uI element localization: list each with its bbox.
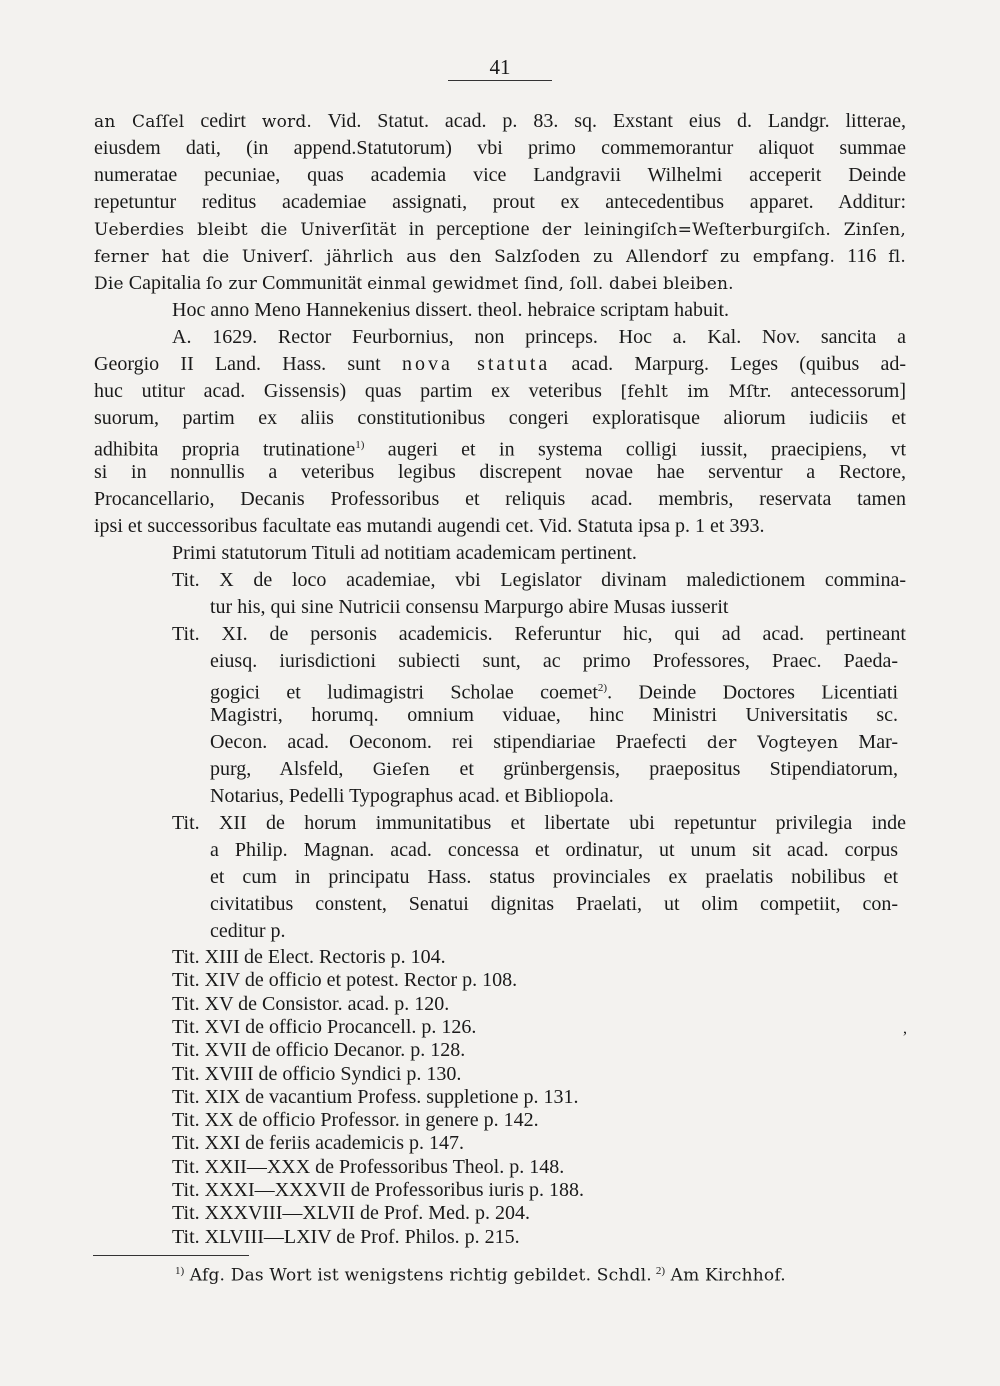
text-line: Primi statutorum Tituli ad notitiam academicam pertinent.: [172, 542, 637, 564]
text-line: ceditur p.: [210, 920, 286, 942]
text-line: Notarius, Pedelli Typographus acad. et Bibliopola.: [210, 785, 614, 807]
page-number: 41: [489, 55, 511, 79]
text-line: eiusdem dati, (in append.Statutorum) vbi primo commemorantur aliquot summae: [94, 137, 906, 159]
text-line: huc utitur acad. Gissensis) quas partim ex veteribus [fehlt im Mſtr. antecessorum]: [94, 380, 906, 402]
text-line: tur his, qui sine Nutricii consensu Marpurgo abire Musas iusserit: [210, 596, 729, 618]
stray-mark: ,: [903, 1020, 907, 1037]
text-line: Die Capitalia ſo zur Communität einmal gewidmet ſind, ſoll. dabei bleiben.: [94, 272, 734, 294]
text-line: repetuntur reditus academiae assignati, prout ex antecedentibus apparet. Additur:: [94, 191, 906, 213]
text-line: Magistri, horumq. omnium viduae, hinc Ministri Universitatis sc.: [210, 704, 898, 726]
text-line: Ueberdies bleibt die Univerſität in perceptione der leiningiſch=Weſterburgiſch. Zinſen,: [94, 218, 907, 240]
title-entry: Tit. X de loco academiae, vbi Legislator divinam maledictionem commina-: [172, 569, 906, 591]
title-entry: Tit. XVII de officio Decanor. p. 128.: [172, 1039, 466, 1062]
text-line: an Caſſel cedirt word. Vid. Statut. acad. p. 83. sq. Exstant eius d. Landgr. litterae,: [94, 110, 907, 132]
title-entry: Tit. XV de Consistor. acad. p. 120.: [172, 992, 450, 1015]
text-line: civitatibus constent, Senatui dignitas Praelati, ut olim competiit, con-: [210, 893, 898, 915]
text-line: purg, Alsfeld, Gieſen et grünbergensis, praepositus Stipendiatorum,: [210, 758, 898, 780]
text-line: ipsi et successoribus facultate eas mutandi augendi cet. Vid. Statuta ipsa p. 1 et 393.: [94, 515, 765, 537]
title-entry: Tit. XIII de Elect. Rectoris p. 104.: [172, 946, 446, 968]
text-line: numeratae pecuniae, quas academia vice Landgravii Wilhelmi acceperit Deinde: [94, 164, 906, 186]
title-entry: Tit. XIV de officio et potest. Rector p. 108.: [172, 969, 518, 992]
title-entry: Tit. XLVIII—LXIV de Prof. Philos. p. 215.: [172, 1225, 520, 1248]
text-line: A. 1629. Rector Feurbornius, non princeps. Hoc a. Kal. Nov. sancita a: [172, 326, 906, 348]
title-entry: Tit. XXI de feriis academicis p. 147.: [172, 1132, 464, 1155]
text-line: Procancellario, Decanis Professoribus et reliquis acad. membris, reservata tamen: [94, 488, 906, 510]
title-entry: Tit. XXXVIII—XLVII de Prof. Med. p. 204.: [172, 1202, 530, 1225]
title-entry: Tit. XIX de vacantium Profess. suppletione p. 131.: [172, 1085, 579, 1108]
text-line: ferner hat die Univerſ. jährlich aus den Salzſoden zu Allendorf zu empfang. 116 fl.: [94, 245, 906, 267]
text-line: Georgio II Land. Hass. sunt nova statuta acad. Marpurg. Leges (quibus ad-: [94, 353, 906, 375]
text-line: Hoc anno Meno Hannekenius dissert. theol. hebraice scriptam habuit.: [172, 299, 730, 321]
text-line: et cum in principatu Hass. status provinciales ex praelatis nobilibus et: [210, 866, 898, 888]
header-rule: [448, 80, 552, 81]
text-line: si in nonnullis a veteribus legibus discrepent novae hae serventur a Rectore,: [94, 461, 906, 483]
title-entry: Tit. XXXI—XXXVII de Professoribus iuris p. 188.: [172, 1179, 585, 1201]
text-line: suorum, partim ex aliis constitutionibus congeri exploratisque aliorum iudiciis et: [94, 407, 906, 429]
title-entry: Tit. XX de officio Professor. in genere p. 142.: [172, 1109, 539, 1132]
text-line: adhibita propria trutinatione$^{1)}$ augeri et in systema colligi iussit, praecipiens, vt: [94, 438, 907, 461]
title-entry: Tit. XXII—XXX de Professoribus Theol. p. 148.: [172, 1155, 565, 1178]
title-entry: Tit. XII de horum immunitatibus et libertate ubi repetuntur privilegia inde: [172, 812, 906, 834]
title-entry: Tit. XI. de personis academicis. Referuntur hic, qui ad acad. pertineant: [172, 623, 906, 645]
text-line: Oecon. acad. Oeconom. rei stipendiariae Praefecti der Vogteyen Mar-: [210, 731, 898, 753]
title-entry: Tit. XVI de officio Procancell. p. 126.: [172, 1015, 477, 1038]
footnote-rule: [93, 1255, 249, 1256]
text-line: gogici et ludimagistri Scholae coemet$^{2)}$. Deinde Doctores Licentiati: [210, 681, 899, 704]
text-line: eiusq. iurisdictioni subiecti sunt, ac primo Professores, Praec. Paeda-: [210, 650, 898, 672]
text-line: a Philip. Magnan. acad. concessa et ordinatur, ut unum sit acad. corpus: [210, 839, 898, 861]
title-entry: Tit. XVIII de officio Syndici p. 130.: [172, 1062, 462, 1085]
footnotes: $^{1)}$ Afg. Das Wort ist wenigstens richtig gebildet. Schdl. $^{2)}$ Am Kirchhof.: [175, 1265, 786, 1286]
